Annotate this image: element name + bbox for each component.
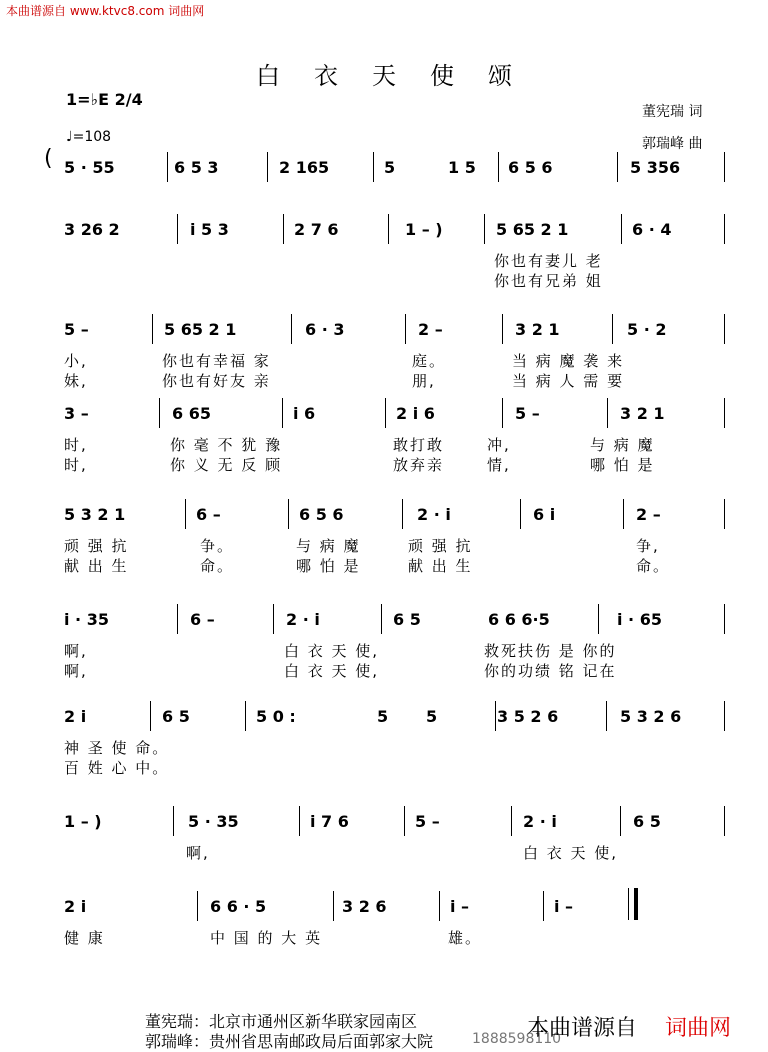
bar-line — [543, 891, 544, 921]
bar-line — [245, 701, 246, 731]
note-segment: 6 65 — [172, 404, 211, 423]
bar-line — [620, 806, 621, 836]
bar-line — [402, 499, 403, 529]
bar-line — [405, 314, 406, 344]
note-segment: 5 · 55 — [64, 158, 115, 177]
lyric-text: 顽 强 抗 — [408, 537, 473, 555]
bar-line — [498, 152, 499, 182]
bar-line — [502, 314, 503, 344]
lyric-text: 争。 — [200, 537, 235, 555]
note-segment: i 6 — [293, 404, 316, 423]
lyric-text: 你也有好友 亲 — [162, 372, 271, 390]
lyric-text: 妹, — [64, 372, 88, 390]
song-title: 白衣天使颂 — [256, 62, 546, 90]
bar-line — [724, 499, 725, 529]
footer-address-composer: 郭瑞峰：贵州省思南邮政局后面郭家大院 — [145, 1032, 434, 1051]
lyric-text: 中 国 的 大 英 — [210, 929, 323, 947]
lyric-text: 顽 强 抗 — [64, 537, 129, 555]
lyric-text: 你的功绩 铭 记在 — [484, 662, 617, 680]
note-segment: 3 2 1 — [515, 320, 560, 339]
final-bar-line — [634, 888, 638, 920]
bar-line — [273, 604, 274, 634]
note-segment: 3 26 2 — [64, 220, 120, 239]
footer-phone: 1888598110 — [472, 1031, 562, 1047]
bar-line — [197, 891, 198, 921]
bar-line — [404, 806, 405, 836]
note-segment: 5 — [426, 707, 438, 726]
note-segment: 5 – — [64, 320, 89, 339]
note-segment: 2 · i — [417, 505, 451, 524]
bar-line — [623, 499, 624, 529]
bar-line — [385, 398, 386, 428]
lyric-text: 当 病 魔 袭 来 — [512, 352, 625, 370]
note-segment: 6 – — [190, 610, 215, 629]
note-segment: 5 356 — [630, 158, 681, 177]
note-segment: 1 5 — [448, 158, 476, 177]
lyric-text: 时, — [64, 456, 88, 474]
bar-line — [511, 806, 512, 836]
lyric-text: 你也有幸福 家 — [162, 352, 271, 370]
bar-line — [177, 214, 178, 244]
bar-line — [333, 891, 334, 921]
note-segment: 6 · 3 — [305, 320, 345, 339]
lyric-text: 神 圣 使 命。 — [64, 739, 170, 757]
note-segment: 5 0 : — [256, 707, 296, 726]
note-segment: 3 5 2 6 — [497, 707, 559, 726]
note-segment: i · 35 — [64, 610, 109, 629]
bar-line — [724, 806, 725, 836]
note-segment: 6 6 · 5 — [210, 897, 267, 916]
bar-line — [439, 891, 440, 921]
lyric-text: 啊, — [186, 844, 210, 862]
note-segment: 5 — [384, 158, 396, 177]
note-segment: i – — [450, 897, 470, 916]
note-segment: 6 5 6 — [508, 158, 553, 177]
bar-line — [724, 604, 725, 634]
lyric-text: 情, — [487, 456, 511, 474]
bar-line — [150, 701, 151, 731]
lyric-text: 百 姓 心 中。 — [64, 759, 170, 777]
note-segment: 2 – — [636, 505, 661, 524]
lyric-text: 你也有妻儿 老 — [494, 252, 603, 270]
note-segment: 5 65 2 1 — [496, 220, 569, 239]
lyric-text: 时, — [64, 436, 88, 454]
note-segment: 2 7 6 — [294, 220, 339, 239]
note-segment: i 7 6 — [310, 812, 349, 831]
bar-line — [159, 398, 160, 428]
lyric-text: 你 义 无 反 顾 — [170, 456, 283, 474]
bar-line — [167, 152, 168, 182]
note-segment: 6 – — [196, 505, 221, 524]
bar-line — [152, 314, 153, 344]
bar-line — [724, 398, 725, 428]
bar-line — [724, 152, 725, 182]
lyric-text: 你 毫 不 犹 豫 — [170, 436, 283, 454]
bar-line — [617, 152, 618, 182]
note-segment: 3 – — [64, 404, 89, 423]
note-segment: 5 3 2 1 — [64, 505, 126, 524]
lyric-text: 献 出 生 — [408, 557, 473, 575]
lyric-text: 哪 怕 是 — [296, 557, 361, 575]
note-segment: i 5 3 — [190, 220, 229, 239]
note-segment: 2 i — [64, 897, 87, 916]
note-segment: 2 i 6 — [396, 404, 435, 423]
note-segment: 2 i — [64, 707, 87, 726]
bar-line — [283, 214, 284, 244]
bar-line — [381, 604, 382, 634]
intro-paren: ( — [44, 146, 53, 171]
bar-line — [299, 806, 300, 836]
final-bar-thin — [628, 888, 629, 920]
note-segment: 1 – ) — [64, 812, 102, 831]
lyric-text: 你也有兄弟 姐 — [494, 272, 603, 290]
bar-line — [724, 701, 725, 731]
bar-line — [621, 214, 622, 244]
bar-line — [388, 214, 389, 244]
key-signature: 1=♭E 2/4 — [66, 90, 143, 109]
bar-line — [607, 398, 608, 428]
brand-logo: 词曲网 — [665, 1016, 732, 1041]
note-segment: i · 65 — [617, 610, 662, 629]
note-segment: 6 5 — [162, 707, 190, 726]
bar-line — [495, 701, 496, 731]
note-segment: 5 3 2 6 — [620, 707, 682, 726]
note-segment: 2 – — [418, 320, 443, 339]
bar-line — [177, 604, 178, 634]
note-segment: 5 65 2 1 — [164, 320, 237, 339]
lyric-text: 白 衣 天 使, — [284, 662, 380, 680]
note-segment: 6 5 3 — [174, 158, 219, 177]
bar-line — [373, 152, 374, 182]
lyric-text: 雄。 — [448, 929, 483, 947]
lyric-text: 敢打敢 — [393, 436, 445, 454]
bar-line — [291, 314, 292, 344]
note-segment: 3 2 1 — [620, 404, 665, 423]
source-header: 本曲谱源自 www.ktvc8.com 词曲网 — [6, 4, 205, 18]
bar-line — [173, 806, 174, 836]
note-segment: 5 · 2 — [627, 320, 667, 339]
lyric-text: 献 出 生 — [64, 557, 129, 575]
note-segment: 2 · i — [286, 610, 320, 629]
lyric-text: 与 病 魔 — [296, 537, 361, 555]
lyric-text: 争, — [636, 537, 660, 555]
bar-line — [282, 398, 283, 428]
lyric-text: 当 病 人 需 要 — [512, 372, 625, 390]
note-segment: 6 5 6 — [299, 505, 344, 524]
lyric-text: 命。 — [636, 557, 671, 575]
lyric-text: 冲, — [487, 436, 511, 454]
note-segment: 2 165 — [279, 158, 330, 177]
lyric-text: 白 衣 天 使, — [284, 642, 380, 660]
lyric-text: 与 病 魔 — [590, 436, 655, 454]
note-segment: 6 6 6·5 — [488, 610, 550, 629]
lyric-text: 放弃亲 — [393, 456, 445, 474]
note-segment: 3 2 6 — [342, 897, 387, 916]
note-segment: 2 · i — [523, 812, 557, 831]
lyric-text: 哪 怕 是 — [590, 456, 655, 474]
bar-line — [502, 398, 503, 428]
lyric-text: 朋, — [412, 372, 436, 390]
brand-source-text: 本曲谱源自 — [527, 1016, 638, 1041]
lyric-text: 命。 — [200, 557, 235, 575]
lyric-text: 庭。 — [412, 352, 447, 370]
note-segment: 6 5 — [393, 610, 421, 629]
note-segment: 5 – — [415, 812, 440, 831]
note-segment: 1 – ) — [405, 220, 443, 239]
lyric-text: 健 康 — [64, 929, 105, 947]
footer-address-lyricist: 董宪瑞：北京市通州区新华联家园南区 — [145, 1012, 418, 1031]
lyric-text: 救死扶伤 是 你的 — [484, 642, 617, 660]
bar-line — [612, 314, 613, 344]
tempo-marking: ♩=108 — [66, 129, 112, 145]
bar-line — [267, 152, 268, 182]
composer-credit: 郭瑞峰 曲 — [642, 136, 703, 152]
lyric-text: 白 衣 天 使, — [523, 844, 619, 862]
bar-line — [520, 499, 521, 529]
lyricist-credit: 董宪瑞 词 — [642, 104, 703, 120]
note-segment: 5 · 35 — [188, 812, 239, 831]
lyric-text: 啊, — [64, 662, 88, 680]
bar-line — [724, 314, 725, 344]
bar-line — [724, 214, 725, 244]
bar-line — [598, 604, 599, 634]
note-segment: 5 — [377, 707, 389, 726]
note-segment: i – — [554, 897, 574, 916]
note-segment: 6 5 — [633, 812, 661, 831]
note-segment: 5 – — [515, 404, 540, 423]
note-segment: 6 i — [533, 505, 556, 524]
lyric-text: 小, — [64, 352, 88, 370]
bar-line — [606, 701, 607, 731]
lyric-text: 啊, — [64, 642, 88, 660]
note-segment: 6 · 4 — [632, 220, 672, 239]
bar-line — [185, 499, 186, 529]
bar-line — [484, 214, 485, 244]
bar-line — [288, 499, 289, 529]
